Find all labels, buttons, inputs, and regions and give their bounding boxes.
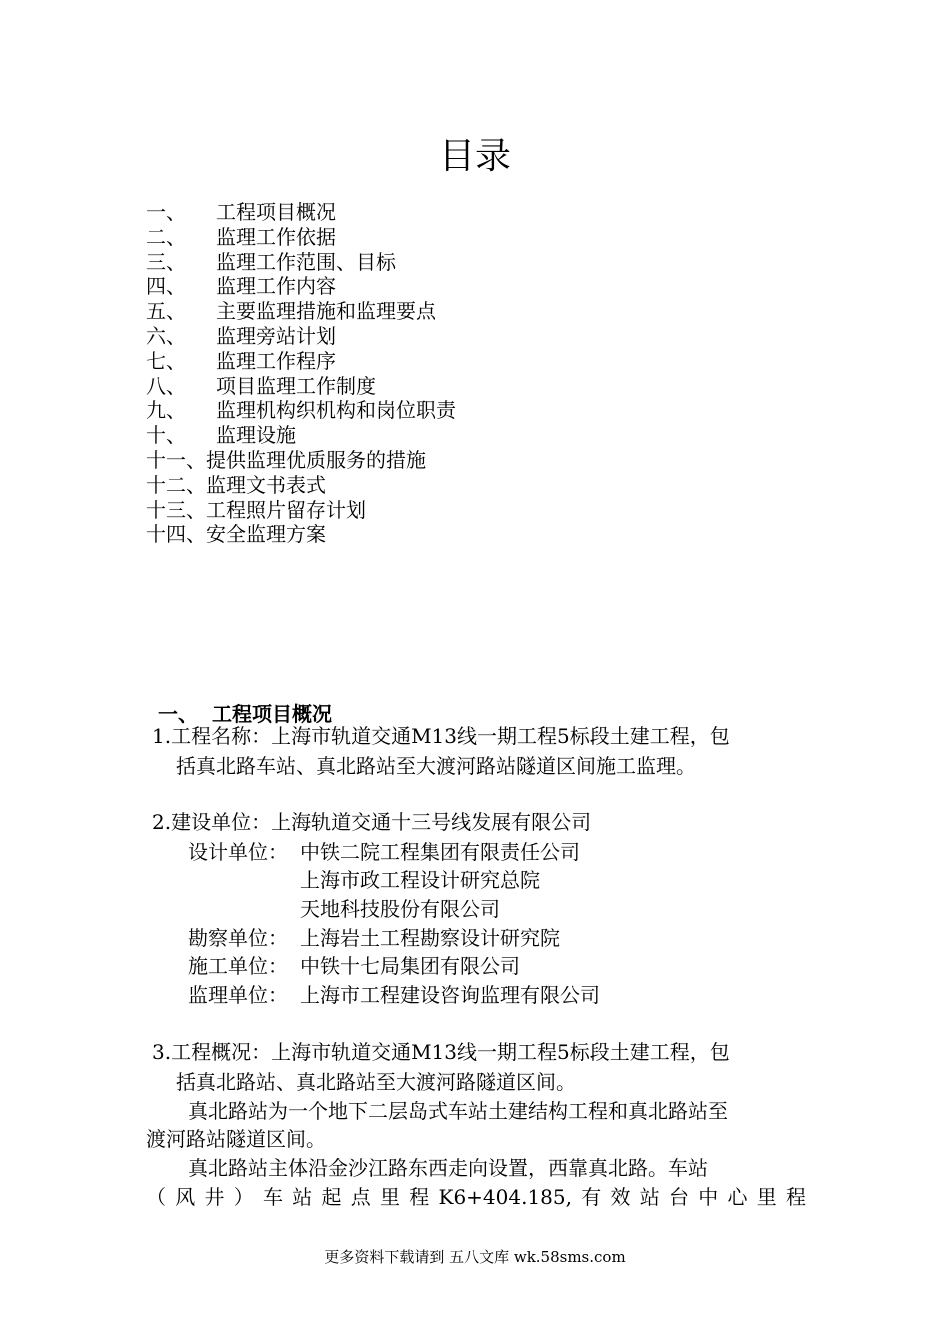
toc-item (146, 498, 456, 523)
paragraph2-line2: （风井）车站起点里程K6+404.185,有效站台中心里程 (146, 1185, 806, 1209)
toc-text: 监理设施 (216, 423, 296, 448)
toc-item (146, 522, 456, 547)
page-title: 目录 (438, 136, 511, 177)
design-unit-2: 上海市政工程设计研究总院 (300, 868, 540, 892)
toc-number: 十、 (146, 423, 186, 448)
toc-number: 九、 (146, 398, 186, 423)
toc-item (146, 274, 456, 299)
toc-number: 十一、 (146, 447, 206, 472)
toc-text: 工程项目概况 (216, 200, 336, 224)
project-name-line2: 括真北路车站、真北路站至大渡河路站隧道区间施工监理。 (176, 754, 696, 778)
toc-text: 监理文书表式 (206, 472, 326, 497)
toc-item (146, 200, 456, 225)
toc-number: 十三、 (146, 497, 206, 522)
toc-item (146, 250, 456, 275)
toc-text: 工程照片留存计划 (206, 497, 366, 522)
toc-item (146, 374, 456, 399)
paragraph1-line2: 渡河路站隧道区间。 (146, 1127, 326, 1151)
toc-number: 十四、 (146, 522, 206, 547)
toc-number: 三、 (146, 249, 186, 274)
toc-text: 监理机构织机构和岗位职责 (216, 398, 456, 423)
footer-download-note: 更多资料下载请到 五八文库 wk.58sms.com (324, 1248, 626, 1266)
paragraph1-line1: 真北路站为一个地下二层岛式车站土建结构工程和真北路站至 (188, 1099, 728, 1123)
project-name-line1: 1.工程名称：上海市轨道交通M13线一期工程5标段土建工程，包 (152, 724, 730, 748)
toc-item (146, 225, 456, 250)
overview-line1: 3.工程概况：上海市轨道交通M13线一期工程5标段土建工程，包 (152, 1040, 730, 1064)
toc-item (146, 398, 456, 423)
toc-item (146, 349, 456, 374)
toc-text: 监理工作程序 (216, 348, 336, 373)
toc-number: 十二、 (146, 472, 206, 497)
toc-text: 提供监理优质服务的措施 (206, 447, 426, 472)
toc-item (146, 448, 456, 473)
design-unit-3: 天地科技股份有限公司 (300, 897, 500, 921)
design-unit-1: 中铁二院工程集团有限责任公司 (300, 840, 580, 864)
toc-item (146, 324, 456, 349)
toc-text: 监理工作依据 (216, 224, 336, 249)
toc-text: 监理工作范围、目标 (216, 249, 396, 274)
toc-number: 七、 (146, 348, 186, 373)
toc-text: 监理工作内容 (216, 274, 336, 299)
section-title: 工程项目概况 (212, 702, 332, 726)
toc-number: 八、 (146, 373, 186, 398)
overview-line2: 括真北路站、真北路站至大渡河路隧道区间。 (176, 1070, 576, 1094)
supervision-unit: 上海市工程建设咨询监理有限公司 (300, 983, 600, 1007)
design-unit-label: 设计单位： (188, 840, 288, 864)
toc-item (146, 423, 456, 448)
paragraph2-line1: 真北路站主体沿金沙江路东西走向设置，西靠真北路。车站 (188, 1156, 708, 1180)
table-of-contents (146, 200, 456, 547)
toc-text: 安全监理方案 (206, 522, 326, 547)
toc-text: 监理旁站计划 (216, 323, 336, 348)
supervision-unit-label: 监理单位： (188, 983, 288, 1007)
toc-number: 四、 (146, 274, 186, 299)
section-number: 一、 (158, 702, 198, 726)
toc-text: 项目监理工作制度 (216, 373, 376, 398)
toc-number: 二、 (146, 224, 186, 249)
toc-number: 五、 (146, 299, 186, 324)
toc-text: 主要监理措施和监理要点 (216, 299, 436, 324)
survey-unit: 上海岩土工程勘察设计研究院 (300, 926, 560, 950)
owner-unit: 2.建设单位：上海轨道交通十三号线发展有限公司 (152, 810, 592, 834)
toc-item (146, 473, 456, 498)
survey-unit-label: 勘察单位： (188, 926, 288, 950)
construction-unit: 中铁十七局集团有限公司 (300, 954, 520, 978)
construction-unit-label: 施工单位： (188, 954, 288, 978)
toc-item (146, 299, 456, 324)
toc-number: 一、 (146, 200, 186, 224)
toc-number: 六、 (146, 323, 186, 348)
